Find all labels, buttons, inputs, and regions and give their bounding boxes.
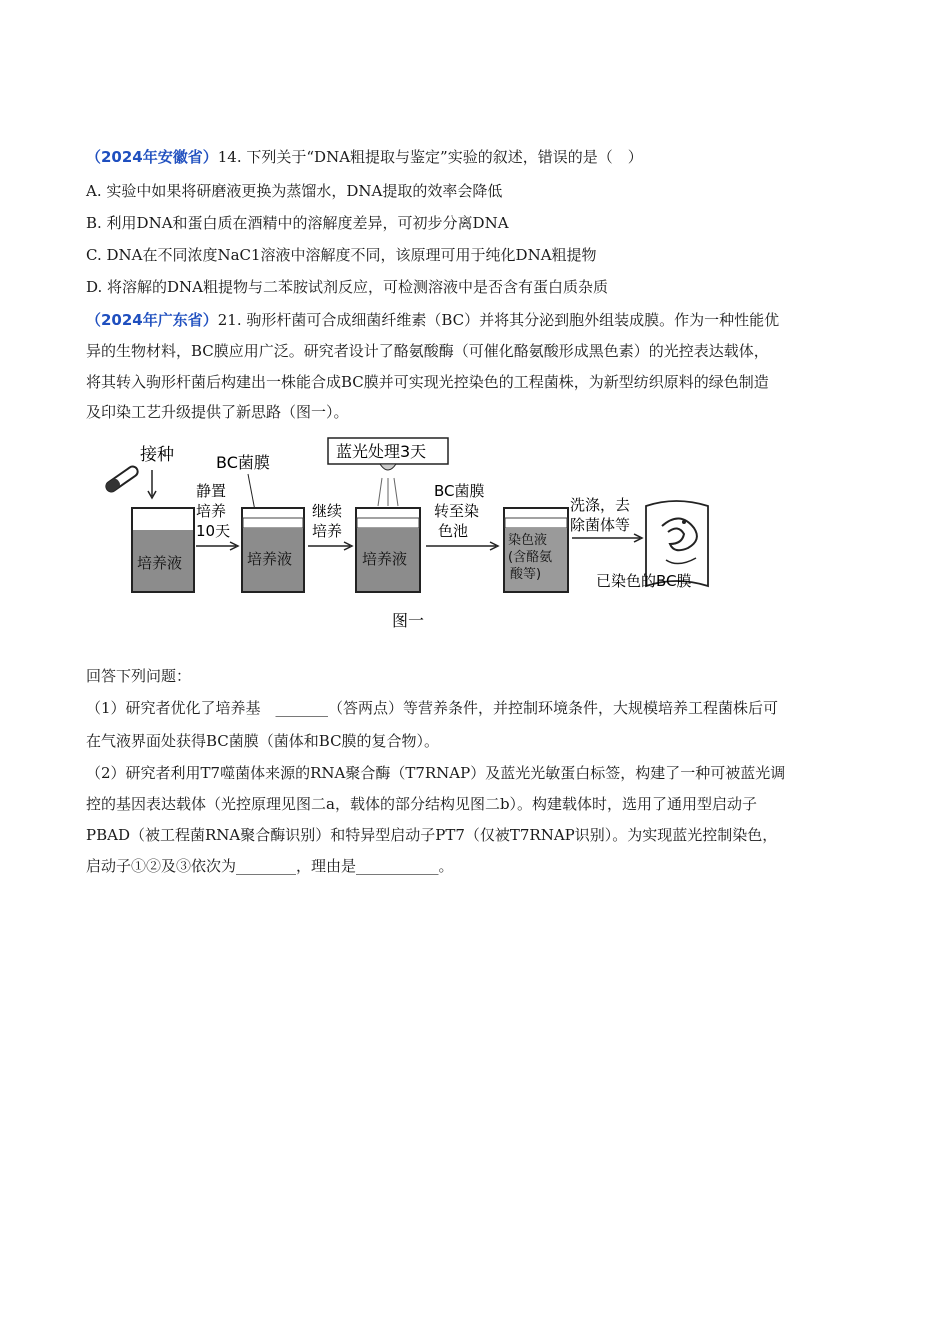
beaker-2 — [242, 508, 304, 592]
label-wash-1: 洗涤，去 — [570, 496, 631, 514]
beaker-3 — [356, 508, 420, 592]
q21-line-3: 将其转入驹形杆菌后构建出一株能合成BC膜并可实现光控染色的工程菌株，为新型纺织原料的绿色制造 — [86, 373, 769, 391]
q14-source: （2024年安徽省） — [86, 148, 218, 166]
q14-option-a: A. 实验中如果将研磨液更换为蒸馏水，DNA提取的效率会降低 — [86, 182, 503, 200]
answer-1-line-1: （1）研究者优化了培养基 _______（答两点）等营养条件，并控制环境条件，大规模培养工程菌株后可 — [86, 699, 779, 717]
label-blue-light: 蓝光处理3天 — [336, 442, 427, 461]
label-continue-1: 继续 — [312, 502, 343, 520]
label-wash-2: 除菌体等 — [570, 516, 631, 534]
dye-tank — [504, 508, 568, 592]
beaker-3-label: 培养液 — [362, 550, 408, 568]
figure-1 — [96, 436, 736, 636]
label-static-1: 静置 — [196, 482, 227, 500]
label-static-2: 培养 — [196, 502, 227, 520]
figure-caption: 图一 — [392, 611, 425, 630]
q21-line-4: 及印染工艺升级提供了新思路（图一）。 — [86, 403, 349, 421]
figure-1-diagram — [96, 436, 736, 636]
dye-label-1: 染色液 — [508, 533, 548, 548]
beaker-1-label: 培养液 — [137, 554, 183, 572]
light-rays — [378, 478, 398, 506]
lamp-icon — [380, 464, 396, 470]
answer-2-line-2: 控的基因表达载体（光控原理见图二a，载体的部分结构见图二b）。构建载体时，选用了通用型启动子 — [86, 795, 758, 813]
label-static-3: 10天 — [196, 522, 231, 540]
label-bc-membrane: BC菌膜 — [216, 453, 270, 472]
label-inoculate: 接种 — [140, 445, 174, 465]
beaker-2-label: 培养液 — [247, 550, 293, 568]
q21-source: （2024年广东省） — [86, 311, 218, 329]
q21-line-2: 异的生物材料，BC膜应用广泛。研究者设计了酪氨酸酶（可催化酪氨酸形成黑色素）的光控表达载体， — [86, 342, 769, 360]
label-continue-2: 培养 — [312, 522, 343, 540]
answer-2-line-3: PBAD（被工程菌RNA聚合酶识别）和特异型启动子PT7（仅被T7RNAP识别）。为实现蓝光控制染色， — [86, 826, 778, 844]
q14-option-c: C. DNA在不同浓度NaC1溶液中溶解度不同，该原理可用于纯化DNA粗提物 — [86, 246, 597, 264]
q14-stem: 14. 下列关于“DNA粗提取与鉴定”实验的叙述，错误的是（ ） — [217, 148, 643, 166]
label-transfer-3: 色池 — [438, 522, 469, 540]
beaker-1 — [132, 508, 194, 592]
test-tube-icon — [104, 465, 139, 494]
q21-stem-start: 21. 驹形杆菌可合成细菌纤维素（BC）并将其分泌到胞外组装成膜。作为一种性能优 — [217, 311, 780, 329]
answer-1-line-2: 在气液界面处获得BC菌膜（菌体和BC膜的复合物）。 — [86, 732, 440, 750]
answer-2-line-4: 启动子①②及③依次为________，理由是___________。 — [86, 857, 454, 875]
q14-stem-line — [86, 147, 643, 167]
answer-intro: 回答下列问题： — [86, 667, 192, 685]
label-transfer-1: BC菌膜 — [434, 482, 485, 500]
dye-label-3: 酸等) — [510, 567, 542, 582]
answer-2-line-1: （2）研究者利用T7噬菌体来源的RNA聚合酶（T7RNAP）及蓝光光敏蛋白标签，构建了一种可被蓝光调 — [86, 764, 786, 782]
label-transfer-2: 转至染 — [434, 502, 480, 520]
label-dyed-bc: 已染色的BC膜 — [596, 572, 692, 590]
q14-option-d: D. 将溶解的DNA粗提物与二苯胺试剂反应，可检测溶液中是否含有蛋白质杂质 — [86, 278, 609, 296]
q21-line-1 — [86, 310, 779, 330]
q14-option-b: B. 利用DNA和蛋白质在酒精中的溶解度差异，可初步分离DNA — [86, 214, 509, 232]
dye-label-2: (含酪氨 — [508, 550, 553, 565]
